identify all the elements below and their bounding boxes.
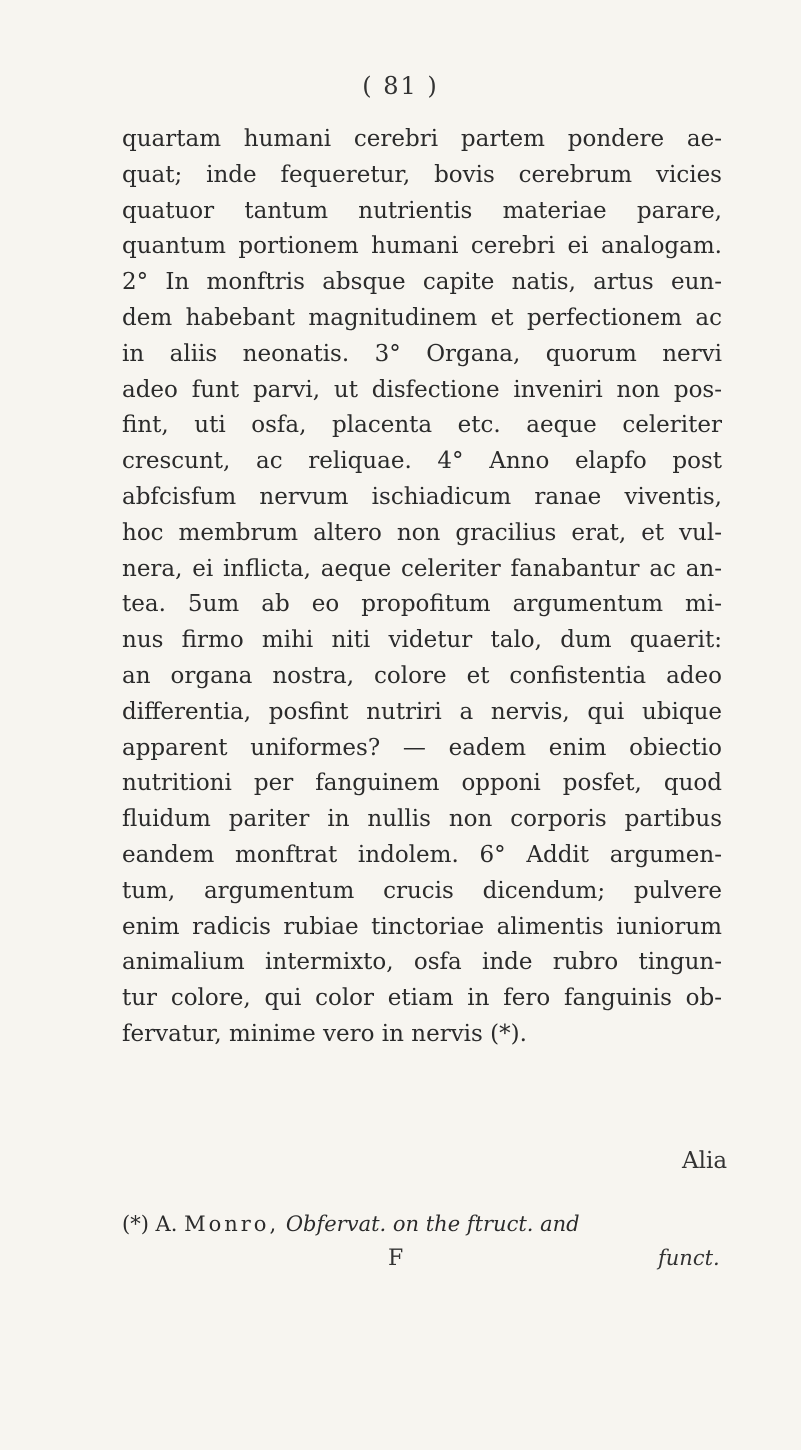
text-line: quantum portionem humani cerebri ei analogam. bbox=[122, 233, 722, 260]
text-line: abfcisfum nervum ischiadicum ranae viventis, bbox=[122, 483, 722, 510]
footnote-catchword: funct. bbox=[658, 1246, 720, 1270]
footnote-author: Monro, bbox=[184, 1212, 280, 1236]
text-line: adeo funt parvi, ut disfectione inveniri non pos- bbox=[122, 376, 722, 403]
body-text bbox=[122, 122, 722, 1053]
text-line: animalium intermixto, osfa inde rubro tingun- bbox=[122, 949, 722, 976]
text-line: tea. 5um ab eo propofitum argumentum mi- bbox=[122, 591, 722, 618]
text-line: tur colore, qui color etiam in fero fanguinis ob- bbox=[122, 985, 722, 1012]
text-line: enim radicis rubiae tinctoriae alimentis iuniorum bbox=[122, 913, 722, 940]
text-line: in aliis neonatis. 3° Organa, quorum nervi bbox=[122, 340, 722, 367]
text-line: an organa nostra, colore et confistentia adeo bbox=[122, 662, 722, 689]
text-line: fervatur, minime vero in nervis (*). bbox=[122, 1020, 527, 1047]
footnote-marker: (*) A. bbox=[122, 1212, 178, 1236]
text-line: fluidum pariter in nullis non corporis partibus bbox=[122, 806, 722, 833]
text-line: eandem monftrat indolem. 6° Addit argumen- bbox=[122, 841, 722, 868]
text-line: crescunt, ac reliquae. 4° Anno elapfo post bbox=[122, 448, 722, 475]
text-line: dem habebant magnitudinem et perfectionem ac bbox=[122, 304, 722, 331]
text-line: fint, uti osfa, placenta etc. aeque celeriter bbox=[122, 412, 722, 439]
text-line: quat; inde fequeretur, bovis cerebrum vicies bbox=[122, 161, 722, 188]
signature-mark: F bbox=[388, 1246, 404, 1271]
footnote-citation: Obfervat. on the ftruct. and bbox=[285, 1212, 580, 1236]
catchword: Alia bbox=[682, 1148, 728, 1174]
text-line: hoc membrum altero non gracilius erat, et vul- bbox=[122, 519, 722, 546]
text-line: quartam humani cerebri partem pondere ae- bbox=[122, 126, 722, 152]
page-number: ( 81 ) bbox=[362, 72, 439, 100]
text-line: nutritioni per fanguinem opponi posfet, quod bbox=[122, 770, 722, 797]
text-line: 2° In monftris absque capite natis, artus eun- bbox=[122, 269, 722, 296]
text-line: apparent uniformes? — eadem enim obiectio bbox=[122, 734, 722, 761]
text-line: nus firmo mihi niti videtur talo, dum quaerit: bbox=[122, 627, 722, 654]
text-line: nera, ei inflicta, aeque celeriter fanabantur ac an- bbox=[122, 555, 722, 582]
footnote bbox=[122, 1212, 722, 1236]
text-line: tum, argumentum crucis dicendum; pulvere bbox=[122, 877, 722, 904]
text-line: quatuor tantum nutrientis materiae parare, bbox=[122, 197, 722, 224]
text-line: differentia, posfint nutriri a nervis, qui ubique bbox=[122, 698, 722, 725]
